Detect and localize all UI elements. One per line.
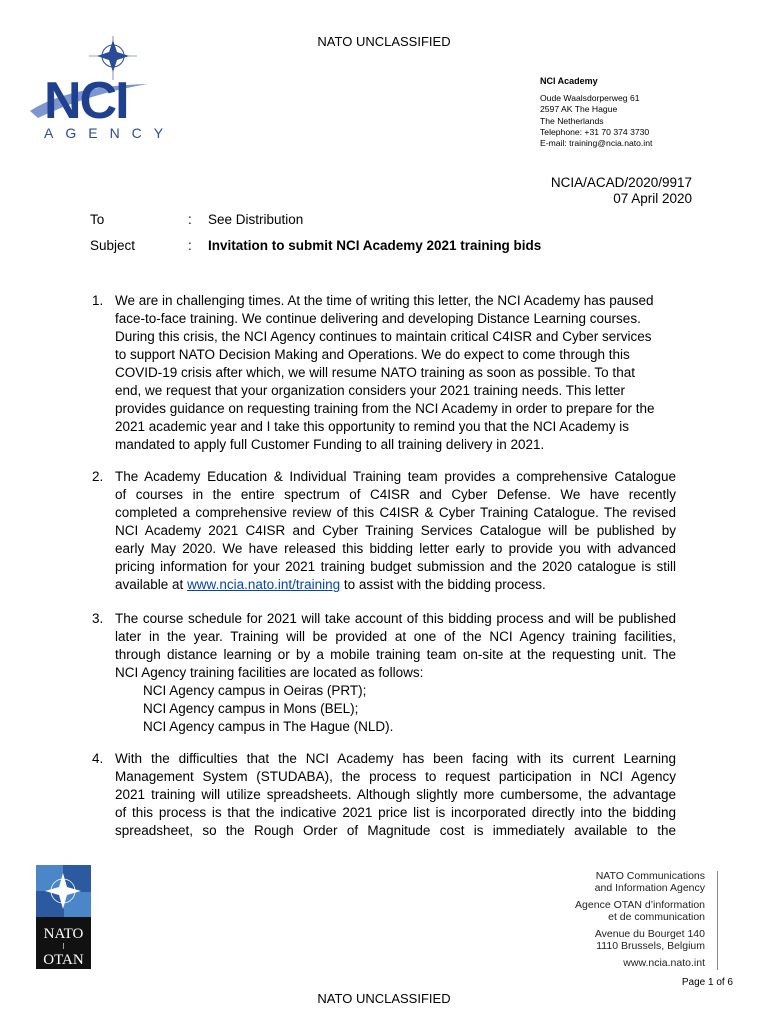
nci-agency-logo [28,36,188,140]
paragraph-number: 1. [92,293,104,308]
agency-name-en: and Information Agency [594,881,705,894]
text-line: spreadsheet, so the Rough Order of Magnitude cost is immediately available to the [115,823,676,838]
text-line: Management System (STUDABA), the process to request participation in NCI Agency [115,769,676,784]
text-line: COVID-19 crisis after which, we will resume NATO training as soon as possible. To that [115,365,635,380]
text-line: completed a comprehensive review of this C4ISR & Cyber Training Catalogue. The revised [115,505,676,520]
agency-footer-address [575,871,718,970]
text-line: The Academy Education & Individual Training team provides a comprehensive Catalogue [115,469,676,484]
text-line: through distance learning or by a mobile training team on-site at the requesting unit. The [115,647,676,662]
agency-name-fr: et de communication [608,910,705,923]
paragraph-3 [92,610,676,736]
logo-main-text: NCI [44,72,128,130]
classification-header: NATO UNCLASSIFIED [317,34,451,49]
paragraph-number: 3. [92,611,104,626]
text-line [115,576,676,594]
sender-address [540,76,652,149]
text-line: 2021 training will utilize spreadsheets. Although slightly more cumbersome, the advantage [115,787,676,802]
text-line: of this process is that the indicative 2021 price list is incorporated directly into the bidding [115,805,676,820]
text-line: face-to-face training. We continue delivering and developing Distance Learning courses. [115,311,641,326]
website: www.ncia.nato.int [623,957,705,969]
page-number: Page 1 of 6 [681,977,733,988]
separator: : [188,212,192,227]
address-line: Oude Waalsdorperweg 61 [540,93,640,104]
to-value: See Distribution [208,212,304,227]
letter-date: 07 April 2020 [613,190,692,206]
paragraph-2 [92,468,676,594]
agency-name-fr: Agence OTAN d’information [575,899,705,911]
location-item: NCI Agency campus in Oeiras (PRT); [143,683,367,698]
text-line: The course schedule for 2021 will take account of this bidding process and will be published [115,611,676,626]
text-line: 2021 academic year and I take this opportunity to remind you that the NCI Academy is [115,419,630,434]
text-line: of courses in the entire spectrum of C4ISR and Cyber Defense. We have recently [115,487,676,502]
nato-logo-text: NATO [43,926,84,942]
telephone: Telephone: +31 70 374 3730 [540,126,650,137]
address-line: 2597 AK The Hague [540,104,618,115]
subject-label: Subject [90,238,136,253]
text-line: With the difficulties that the NCI Academy has been facing with its current Learning [115,751,676,766]
otan-logo-text: OTAN [43,952,84,968]
text-line: to support NATO Decision Making and Operations. We do expect to come through this [115,347,630,362]
text-line: later in the year. Training will be provided at one of the NCI Agency training facilities, [115,629,676,644]
address-line: Avenue du Bourget 140 [594,928,705,940]
location-item: NCI Agency campus in Mons (BEL); [143,701,359,716]
subject-value: Invitation to submit NCI Academy 2021 training bids [208,238,542,253]
paragraph-number: 2. [92,469,104,484]
text-line: end, we request that your organization considers your 2021 training needs. This letter [115,383,626,398]
paragraph-1 [92,292,676,454]
text-line: NCI Academy 2021 C4ISR and Cyber Training Services Catalogue will be published by [115,523,676,538]
email: E-mail: training@ncia.nato.int [540,138,653,149]
sender-name: NCI Academy [540,76,598,86]
agency-name-en: NATO Communications [595,870,705,882]
address-line: The Netherlands [540,115,604,126]
text-line: We are in challenging times. At the time of writing this letter, the NCI Academy has paused [115,293,654,308]
text-fragment: to assist with the bidding process. [340,577,546,592]
text-line: During this crisis, the NCI Agency continues to maintain critical C4ISR and Cyber services [115,329,652,344]
to-label: To [90,212,105,227]
address-line: 1110 Brussels, Belgium [596,939,705,952]
logo-sub-text: AGENCY [44,125,176,140]
reference-block [551,175,692,206]
text-line: provides guidance on requesting training from the NCI Academy in order to prepare for the [115,401,655,416]
reference-number: NCIA/ACAD/2020/9917 [550,175,692,190]
nato-otan-logo [36,865,91,969]
text-line: mandated to apply full Customer Funding to all training delivery in 2021. [115,437,545,452]
separator: : [188,238,192,253]
text-line: early May 2020. We have released this bidding letter early to provide you with advanced [115,541,676,556]
paragraph-4 [92,750,676,840]
training-link[interactable]: www.ncia.nato.int/training [187,577,341,592]
classification-footer: NATO UNCLASSIFIED [317,991,451,1006]
text-line: NCI Agency training facilities are located as follows: [115,665,424,680]
location-item: NCI Agency campus in The Hague (NLD). [143,719,394,734]
text-line: pricing information for your 2021 training budget submission and the 2020 catalogue is still [115,559,676,574]
text-fragment: available at [115,577,188,592]
paragraph-number: 4. [92,751,104,766]
